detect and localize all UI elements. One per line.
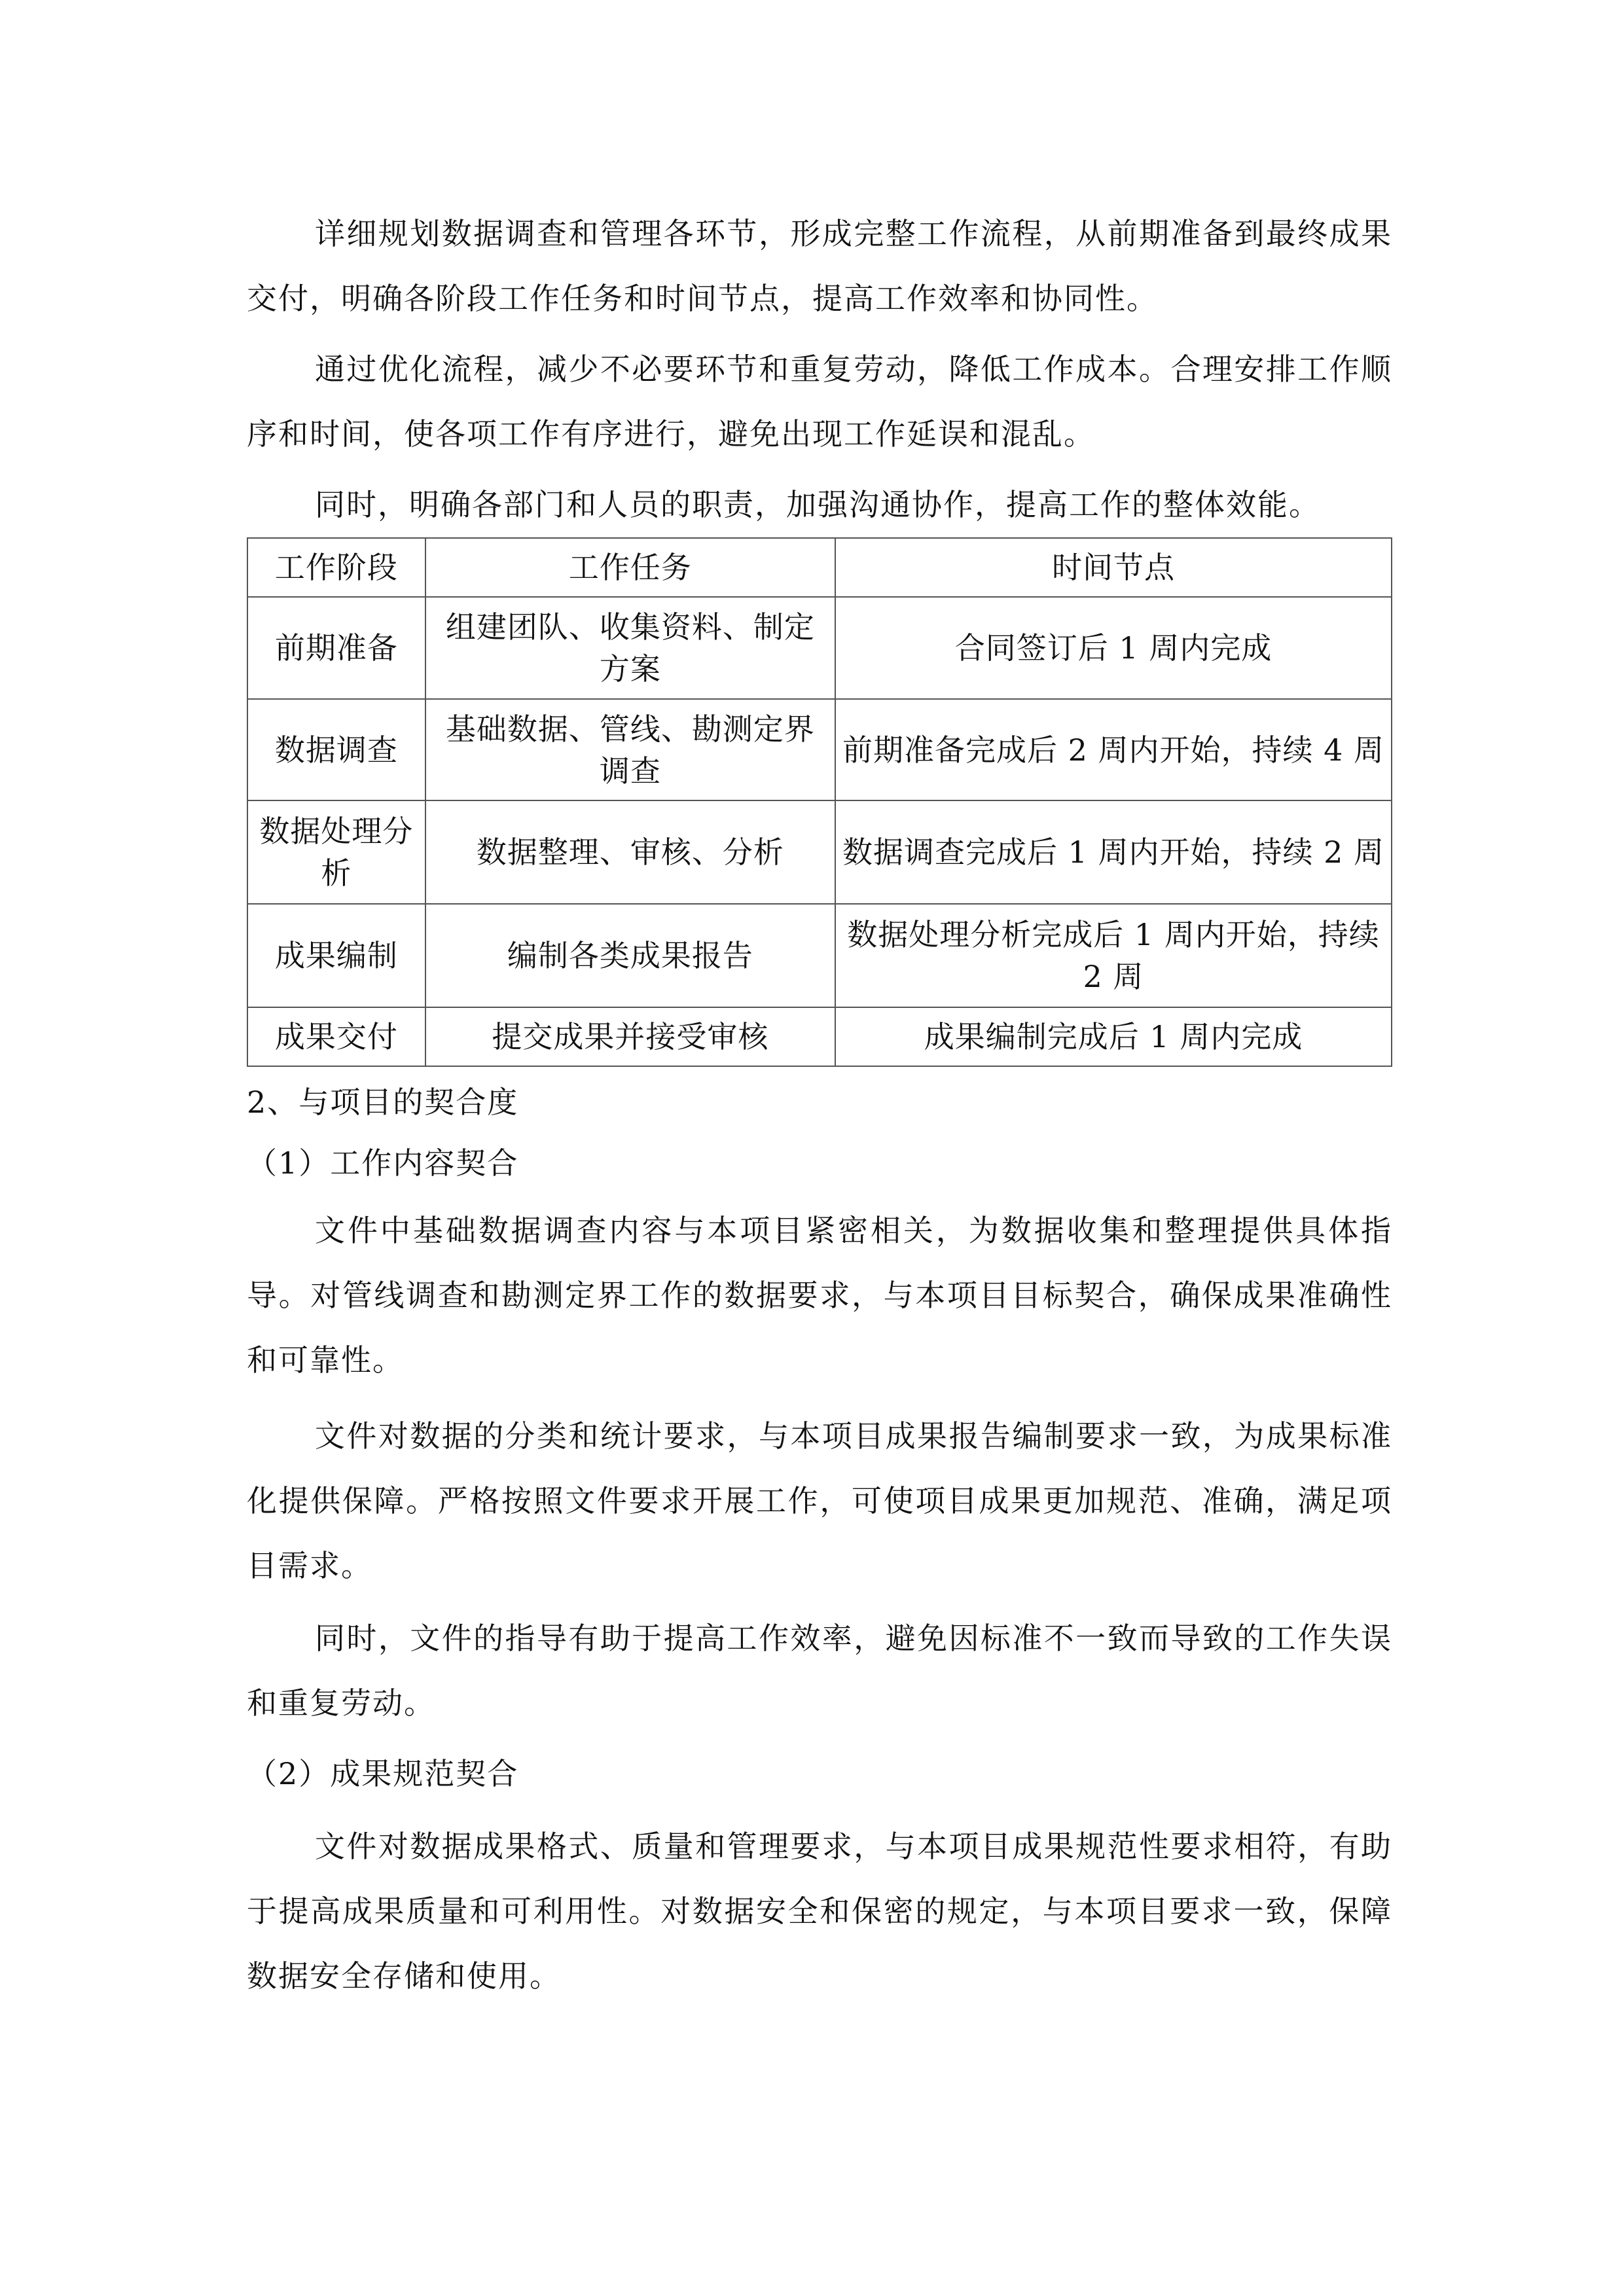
body-paragraph: 文件中基础数据调查内容与本项目紧密相关，为数据收集和整理提供具体指导。对管线调查和勘测定界工作的数据要求，与本项目目标契合，确保成果准确性和可靠性。	[247, 1213, 1392, 1378]
table-row	[247, 1007, 1392, 1066]
schedule-table	[247, 537, 1392, 1067]
table-cell: 数据处理分析完成后 1 周内开始，持续 2 周	[835, 904, 1392, 1007]
table-row	[247, 904, 1392, 1007]
intro-paragraph-3: 同时，明确各部门和人员的职责，加强沟通协作，提高工作的整体效能。	[315, 487, 1320, 522]
table-cell: 组建团队、收集资料、制定方案	[425, 597, 835, 699]
table-cell: 前期准备	[247, 597, 425, 699]
table-cell: 基础数据、管线、勘测定界调查	[425, 699, 835, 800]
body-paragraph: 文件对数据的分类和统计要求，与本项目成果报告编制要求一致，为成果标准化提供保障。严格按照文件要求开展工作，可使项目成果更加规范、准确，满足项目需求。	[247, 1418, 1392, 1583]
subsection-heading: （2）成果规范契合	[247, 1756, 519, 1791]
table-cell: 数据整理、审核、分析	[425, 800, 835, 904]
body-paragraph: 同时，文件的指导有助于提高工作效率，避免因标准不一致而导致的工作失误和重复劳动。	[247, 1621, 1392, 1721]
table-cell: 数据调查	[247, 699, 425, 800]
table-header-row	[247, 538, 1392, 597]
table-cell: 编制各类成果报告	[425, 904, 835, 1007]
table-cell: 成果编制完成后 1 周内完成	[835, 1007, 1392, 1066]
section-heading: 2、与项目的契合度	[247, 1085, 519, 1120]
header-cell: 时间节点	[835, 538, 1392, 597]
table-cell: 提交成果并接受审核	[425, 1007, 835, 1066]
table-row	[247, 597, 1392, 699]
intro-paragraph-2: 通过优化流程，减少不必要环节和重复劳动，降低工作成本。合理安排工作顺序和时间，使各项工作有序进行，避免出现工作延误和混乱。	[247, 351, 1392, 452]
body-paragraph: 文件对数据成果格式、质量和管理要求，与本项目成果规范性要求相符，有助于提高成果质量和可利用性。对数据安全和保密的规定，与本项目要求一致，保障数据安全存储和使用。	[247, 1829, 1392, 1994]
table-cell: 成果交付	[247, 1007, 425, 1066]
table-cell: 数据调查完成后 1 周内开始，持续 2 周	[835, 800, 1392, 904]
table-cell: 数据处理分析	[247, 800, 425, 904]
table-row	[247, 699, 1392, 800]
header-cell: 工作任务	[425, 538, 835, 597]
table-cell: 合同签订后 1 周内完成	[835, 597, 1392, 699]
table-cell: 前期准备完成后 2 周内开始，持续 4 周	[835, 699, 1392, 800]
intro-paragraph-1: 详细规划数据调查和管理各环节，形成完整工作流程，从前期准备到最终成果交付，明确各阶段工作任务和时间节点，提高工作效率和协同性。	[247, 216, 1392, 316]
header-cell: 工作阶段	[247, 538, 425, 597]
table-cell: 成果编制	[247, 904, 425, 1007]
subsection-heading: （1）工作内容契合	[247, 1145, 519, 1181]
table-row	[247, 800, 1392, 904]
